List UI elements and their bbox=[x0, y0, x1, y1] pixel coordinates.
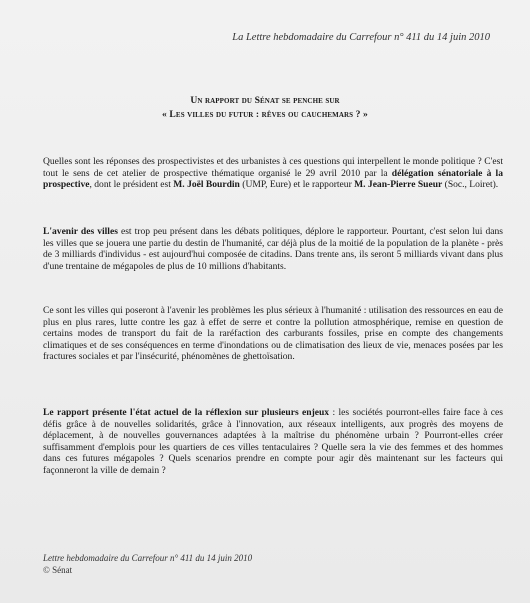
p4-bold-lead: Le rapport présente l'état actuel de la réflexion sur plusieurs enjeux bbox=[43, 407, 330, 418]
footer-source: Lettre hebdomadaire du Carrefour n° 411 du 14 juin 2010 bbox=[43, 553, 253, 563]
p1-bold-president: M. Joël Bourdin bbox=[173, 179, 240, 191]
p1-bold-delegation: délégation sénatoriale à la prospective bbox=[43, 167, 503, 191]
paragraph-report bbox=[43, 407, 503, 477]
p1-bold-rapporteur: M. Jean-Pierre Sueur bbox=[354, 179, 443, 191]
paragraph-intro bbox=[43, 156, 503, 191]
paragraph-future-cities bbox=[43, 226, 503, 272]
footer-copyright: © Sénat bbox=[43, 565, 73, 575]
p2-text: est trop peu présent dans les débats politiques, déplore le rapporteur. Pourtant, c'est selon lui dans les villes que se jouera une partie du destin de l'humanité, car déjà plus de la moitié de la population de la planète - près de 3 milliards d'individus - est aujourd'hui composée de citadins. Dans trente ans, ils seront 5 milliards vivant dans plus d'une trentaine de mégapoles de plus de 10 millions d'habitants. bbox=[43, 226, 503, 272]
title-line-2: « Les villes du futur : rêves ou cauchemars ? » bbox=[162, 109, 368, 120]
running-header: La Lettre hebdomadaire du Carrefour n° 411 du 14 juin 2010 bbox=[232, 32, 490, 43]
p2-bold-lead: L'avenir des villes bbox=[43, 226, 118, 237]
p1-text-1: Quelles sont les réponses des prospectivistes et des urbanistes à ces questions qui interpellent le monde politique ? C'est tout le sens de cet atelier de prospective thématique organisé le 29 avril 2010 par la bbox=[43, 156, 503, 179]
document-title bbox=[0, 94, 530, 122]
title-line-1: Un rapport du Sénat se penche sur bbox=[190, 95, 340, 106]
p3-text: Ce sont les villes qui poseront à l'avenir les problèmes les plus sérieux à l'humanité : utilisation des ressources en eau de plus en plus rares, lutte contre les gaz à effet de serre et contre la pollution atmosphérique, remise en question de certains modes de transport du fait de la raréfaction des carburants fossiles, prise en compte des changements climatiques et de ses conséquences en terme d'inondations ou de climatisation des lieux de vie, menaces posées par les fractures sociales et par l'insécurité, phénomènes de ghettoïsation. bbox=[43, 305, 503, 363]
p1-text-2: , dont le président est bbox=[89, 179, 174, 191]
p4-text: : les sociétés pourront-elles faire face à ces défis grâce à de nouvelles solidarités, grâce à l'innovation, aux réseaux intelligents, aux progrès des moyens de déplacement, à de nouvelles gouvernances adaptées à la maîtrise du phénomène urbain ? Pourront-elles créer suffisamment d'emplois pour les quartiers de ces villes tentaculaires ? Quelle sera la vie des femmes et des hommes dans ces futures mégapoles ? Quels scenarios prendre en compte pour agir dès maintenant sur les facteurs qui façonneront la ville de demain ? bbox=[43, 407, 503, 476]
paragraph-problems bbox=[43, 305, 503, 363]
p1-text-4: (Soc., Loiret). bbox=[442, 179, 499, 191]
footer bbox=[43, 552, 252, 576]
p1-text-3: (UMP, Eure) et le rapporteur bbox=[239, 179, 355, 191]
